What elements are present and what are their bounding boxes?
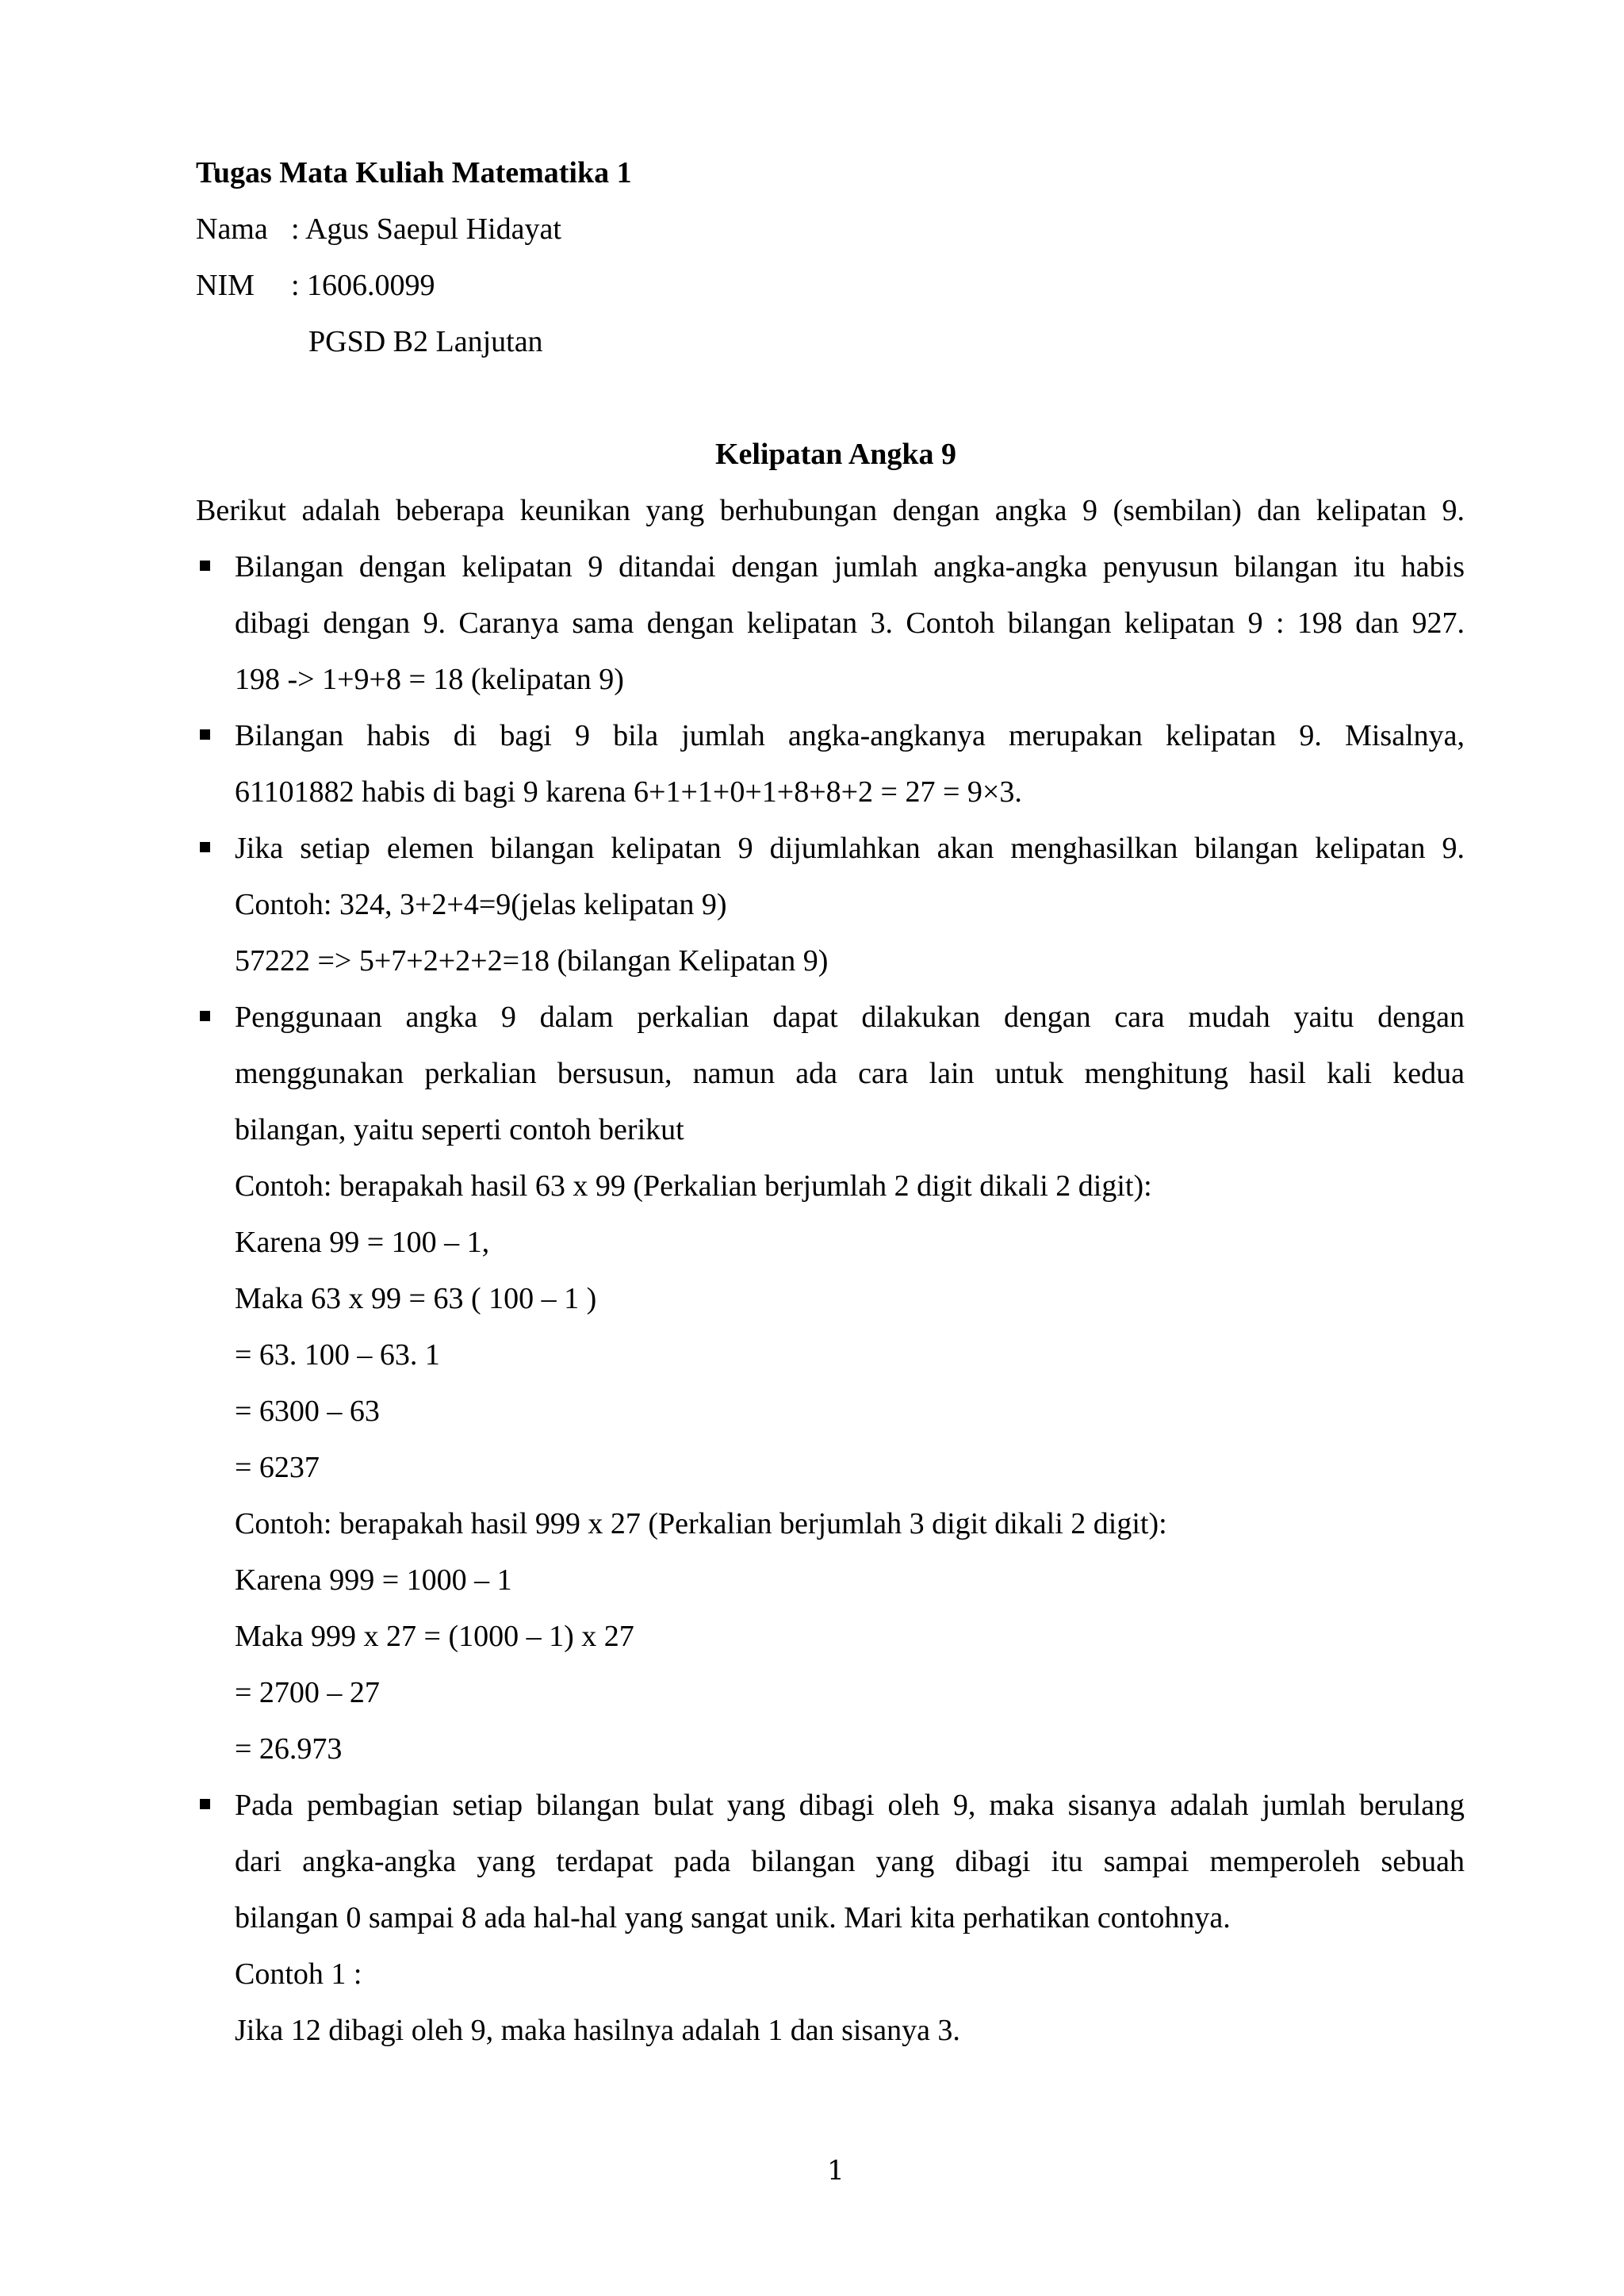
list-item-line: = 6300 – 63 [235,1395,380,1428]
list-item-line: bilangan 0 sampai 8 ada hal-hal yang sangat unik. Mari kita perhatikan contohnya. [235,1901,1231,1934]
document-title: Tugas Mata Kuliah Matematika 1 [196,156,632,189]
list-item-line: dari angka-angka yang terdapat pada bilangan yang dibagi itu sampai memperoleh sebuah [235,1845,1465,1878]
page-number: 1 [827,2155,845,2187]
nama-label: Nama [196,212,268,246]
bullet-icon [200,729,210,740]
list-item-line: = 2700 – 27 [235,1676,380,1709]
list-item-line: Penggunaan angka 9 dalam perkalian dapat dilakukan dengan cara mudah yaitu dengan [235,1001,1465,1034]
bullet-icon [200,842,210,852]
list-item-line: = 6237 [235,1451,320,1484]
nim-label: NIM [196,269,255,302]
list-item-line: Karena 99 = 100 – 1, [235,1226,490,1259]
list-item-line: Maka 63 x 99 = 63 ( 100 – 1 ) [235,1282,597,1315]
list-item-line: = 63. 100 – 63. 1 [235,1338,440,1372]
list-item-line: Contoh: berapakah hasil 63 x 99 (Perkalian berjumlah 2 digit dikali 2 digit): [235,1169,1152,1203]
list-item-line: Contoh: 324, 3+2+4=9(jelas kelipatan 9) [235,888,727,921]
list-item-line: Contoh 1 : [235,1957,362,1991]
list-item-line: = 26.973 [235,1732,343,1766]
list-item-line: 57222 => 5+7+2+2+2=18 (bilangan Kelipatan 9) [235,944,829,978]
list-item-line: 198 -> 1+9+8 = 18 (kelipatan 9) [235,663,624,696]
nim-value: : 1606.0099 [291,269,435,302]
intro-paragraph: Berikut adalah beberapa keunikan yang berhubungan dengan angka 9 (sembilan) dan kelipatan 9. [196,494,1465,527]
list-item-line: menggunakan perkalian bersusun, namun ada cara lain untuk menghitung hasil kali kedua [235,1057,1465,1090]
nama-value: : Agus Saepul Hidayat [291,212,561,246]
list-item-line: Karena 999 = 1000 – 1 [235,1563,512,1597]
list-item-line: Maka 999 x 27 = (1000 – 1) x 27 [235,1620,634,1653]
bullet-icon [200,1799,210,1809]
list-item-line: Jika 12 dibagi oleh 9, maka hasilnya adalah 1 dan sisanya 3. [235,2014,960,2047]
list-item-line: Jika setiap elemen bilangan kelipatan 9 dijumlahkan akan menghasilkan bilangan kelipatan 9. [235,832,1465,865]
bullet-icon [200,1011,210,1021]
section-heading: Kelipatan Angka 9 [714,438,957,471]
list-item-line: Pada pembagian setiap bilangan bulat yang dibagi oleh 9, maka sisanya adalah jumlah berulang [235,1789,1465,1822]
list-item-line: Contoh: berapakah hasil 999 x 27 (Perkalian berjumlah 3 digit dikali 2 digit): [235,1507,1167,1540]
program-name: PGSD B2 Lanjutan [308,325,543,358]
list-item-line: 61101882 habis di bagi 9 karena 6+1+1+0+1+8+8+2 = 27 = 9×3. [235,775,1022,809]
list-item-line: dibagi dengan 9. Caranya sama dengan kelipatan 3. Contoh bilangan kelipatan 9 : 198 dan 927. [235,607,1465,640]
list-item-line: Bilangan habis di bagi 9 bila jumlah angka-angkanya merupakan kelipatan 9. Misalnya, [235,719,1465,752]
list-item-line: bilangan, yaitu seperti contoh berikut [235,1113,684,1146]
list-item-line: Bilangan dengan kelipatan 9 ditandai dengan jumlah angka-angka penyusun bilangan itu habis [235,550,1465,584]
bullet-icon [200,561,210,571]
